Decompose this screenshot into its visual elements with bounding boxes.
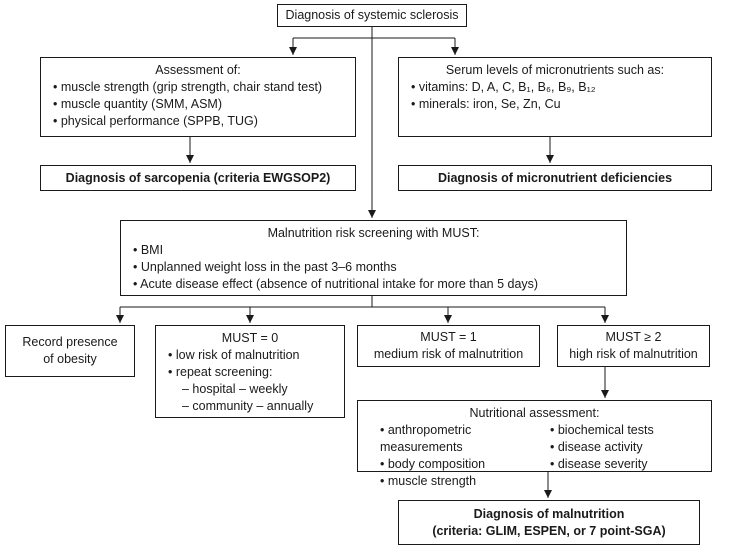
record-obesity-line1: Record presence: [22, 335, 118, 349]
must-0-subitem: – hospital – weekly: [182, 382, 288, 396]
micronutrients-item: • vitamins: D, A, C, B₁, B₆, B₉, B₁₂: [411, 80, 596, 94]
nutritional-item: • muscle strength: [380, 474, 477, 488]
diagnosis-malnutrition-line2: (criteria: GLIM, ESPEN, or 7 point-SGA): [432, 523, 666, 538]
box-record-obesity: [5, 325, 135, 377]
nutritional-assessment-col1: [358, 422, 550, 490]
box-must-2: [557, 325, 710, 367]
must-screening-item: • BMI: [133, 243, 164, 257]
must-2-sub: high risk of malnutrition: [569, 347, 698, 361]
box-must-0: [155, 325, 345, 418]
box-micronutrients: [398, 57, 712, 137]
must-1-heading: MUST = 1: [420, 330, 477, 344]
must-screening-heading: Malnutrition risk screening with MUST:: [267, 226, 480, 240]
nutritional-assessment-col2: [550, 422, 711, 490]
diagnosis-systemic-sclerosis-label: Diagnosis of systemic sclerosis: [285, 8, 459, 22]
must-0-heading: MUST = 0: [221, 331, 279, 345]
nutritional-item: • disease severity: [550, 457, 648, 471]
must-1-sub: medium risk of malnutrition: [373, 347, 524, 361]
diagnosis-malnutrition-line1: Diagnosis of malnutrition: [473, 506, 625, 521]
box-diagnosis-systemic-sclerosis: [277, 4, 467, 27]
box-diagnosis-malnutrition: [398, 500, 700, 545]
nutritional-item: • disease activity: [550, 440, 643, 454]
diagnosis-sarcopenia-label: Diagnosis of sarcopenia (criteria EWGSOP2): [65, 170, 331, 185]
box-assessment: [40, 57, 356, 137]
micronutrients-item: • minerals: iron, Se, Zn, Cu: [411, 97, 561, 111]
must-0-subitem: – community – annually: [182, 399, 314, 413]
nutritional-item: • anthropometric measurements: [380, 423, 472, 454]
record-obesity-line2: of obesity: [43, 352, 97, 366]
assessment-item: • physical performance (SPPB, TUG): [53, 114, 258, 128]
box-must-1: [357, 325, 540, 367]
box-must-screening: [120, 220, 627, 296]
nutritional-assessment-heading: Nutritional assessment:: [469, 406, 600, 420]
must-screening-item: • Acute disease effect (absence of nutritional intake for more than 5 days): [133, 277, 539, 291]
box-nutritional-assessment: [357, 400, 712, 488]
assessment-item: • muscle quantity (SMM, ASM): [53, 97, 223, 111]
box-diagnosis-sarcopenia: [40, 165, 356, 191]
nutritional-item: • body composition: [380, 457, 486, 471]
diagnosis-deficiencies-label: Diagnosis of micronutrient deficiencies: [437, 170, 673, 185]
must-screening-item: • Unplanned weight loss in the past 3–6 months: [133, 260, 397, 274]
must-0-item: • low risk of malnutrition: [168, 348, 300, 362]
box-diagnosis-deficiencies: [398, 165, 712, 191]
assessment-item: • muscle strength (grip strength, chair stand test): [53, 80, 323, 94]
nutritional-item: • biochemical tests: [550, 423, 654, 437]
must-2-heading: MUST ≥ 2: [605, 330, 662, 344]
micronutrients-heading: Serum levels of micronutrients such as:: [445, 63, 665, 77]
must-0-item: • repeat screening:: [168, 365, 273, 379]
assessment-heading: Assessment of:: [155, 63, 241, 77]
